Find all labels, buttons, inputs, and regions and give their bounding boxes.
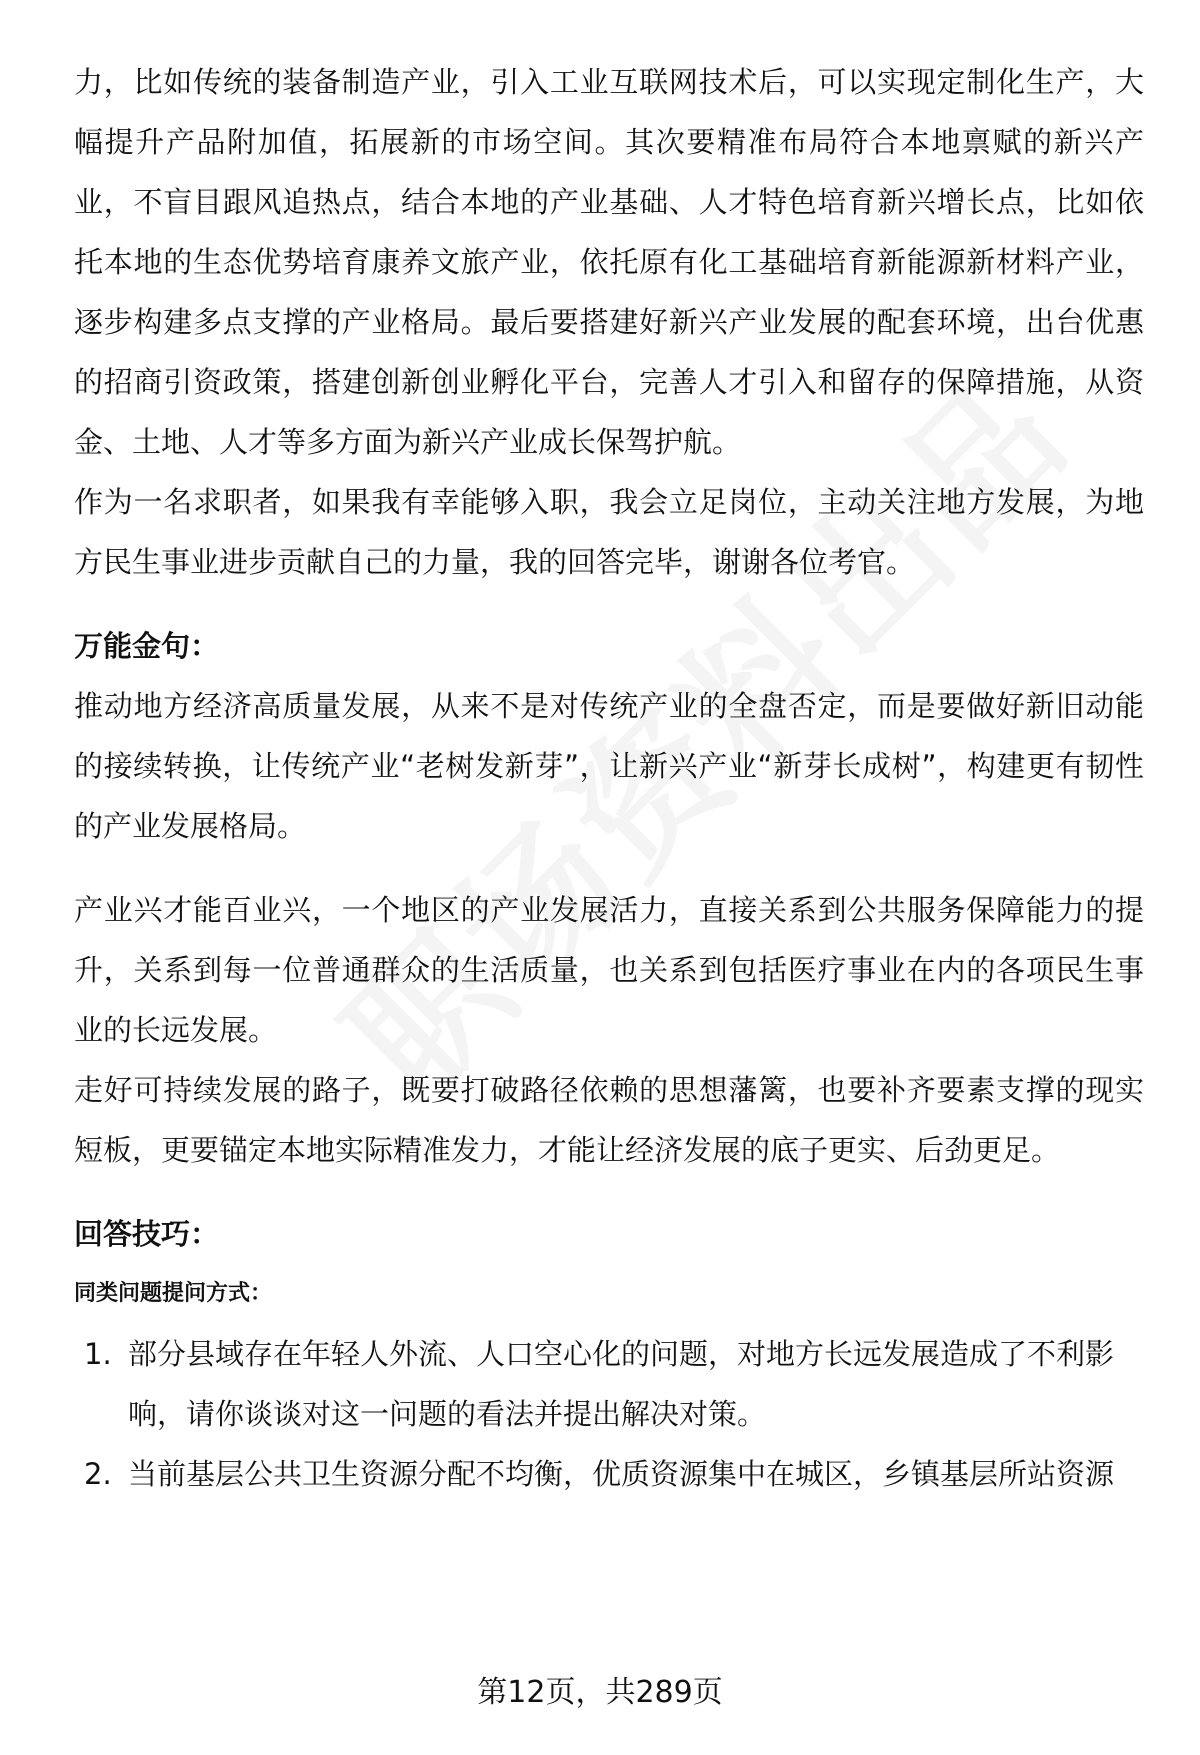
page-content <box>74 52 1144 1504</box>
golden-sentence-3: 走好可持续发展的路子，既要打破路径依赖的思想藩篱，也要补齐要素支撑的现实短板，更要锚定本地实际精准发力，才能让经济发展的底子更实、后劲更足。 <box>74 1073 1144 1167</box>
similar-questions-list <box>74 1324 1144 1504</box>
list-item <box>74 1324 1144 1444</box>
list-item-number: 1. <box>84 1337 112 1371</box>
section-heading-golden-sentences: 万能金句： <box>74 629 220 663</box>
body-paragraph-1: 力，比如传统的装备制造产业，引入工业互联网技术后，可以实现定制化生产，大幅提升产品附加值，拓展新的市场空间。其次要精准布局符合本地禀赋的新兴产业，不盲目跟风追热点，结合本地的产业基础、人才特色培育新兴增长点，比如依托本地的生态优势培育康养文旅产业，依托原有化工基础培育新能源新材料产业，逐步构建多点支撑的产业格局。最后要搭建好新兴产业发展的配套环境，出台优惠的招商引资政策，搭建创新创业孵化平台，完善人才引入和留存的保障措施，从资金、土地、人才等多方面为新兴产业成长保驾护航。 <box>74 65 1144 459</box>
section-heading-answer-tips: 回答技巧： <box>74 1217 220 1251</box>
list-item-text: 当前基层公共卫生资源分配不均衡，优质资源集中在城区，乡镇基层所站资源 <box>128 1457 1115 1491</box>
body-paragraph-2: 作为一名求职者，如果我有幸能够入职，我会立足岗位，主动关注地方发展，为地方民生事业进步贡献自己的力量，我的回答完毕，谢谢各位考官。 <box>74 485 1144 579</box>
subheading-similar-questions: 同类问题提问方式： <box>74 1281 273 1306</box>
golden-sentence-2: 产业兴才能百业兴，一个地区的产业发展活力，直接关系到公共服务保障能力的提升，关系到每一位普通群众的生活质量，也关系到包括医疗事业在内的各项民生事业的长远发展。 <box>74 893 1144 1047</box>
page-number-footer: 第12页，共289页 <box>477 1675 723 1710</box>
list-item-text: 部分县域存在年轻人外流、人口空心化的问题，对地方长远发展造成了不利影响，请你谈谈对这一问题的看法并提出解决对策。 <box>128 1337 1115 1431</box>
list-item <box>74 1444 1144 1504</box>
golden-sentence-1: 推动地方经济高质量发展，从来不是对传统产业的全盘否定，而是要做好新旧动能的接续转换，让传统产业“老树发新芽”，让新兴产业“新芽长成树”，构建更有韧性的产业发展格局。 <box>74 689 1144 843</box>
list-item-number: 2. <box>84 1457 112 1491</box>
